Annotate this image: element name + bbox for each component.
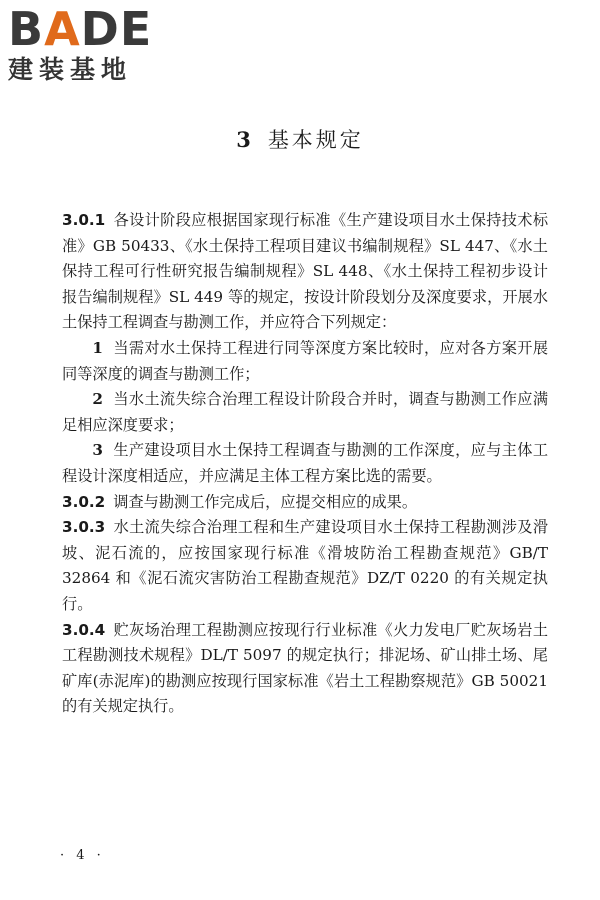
clause-3-0-4 xyxy=(62,618,548,720)
logo-chinese-text: 建装基地 xyxy=(8,55,133,84)
clause-text: 贮灰场治理工程勘测应按现行行业标准《火力发电厂贮灰场岩土工程勘测技术规程》DL/T 5097 的规定执行；排泥场、矿山排土场、尾矿库(赤泥库)的勘测应按现行国家标准《岩土工程勘察规范》GB 50021 的有关规定执行。 xyxy=(62,620,548,716)
clause-3-0-1 xyxy=(62,208,548,336)
item-number: 1 xyxy=(92,338,103,357)
item-text: 生产建设项目水土保持工程调查与勘测的工作深度，应与主体工程设计深度相适应，并应满足主体工程方案比选的需要。 xyxy=(62,441,548,485)
document-body xyxy=(62,208,548,720)
publisher-logo xyxy=(8,2,183,86)
list-item xyxy=(62,336,548,387)
clause-text: 水土流失综合治理工程和生产建设项目水土保持工程勘测涉及滑坡、泥石流的，应按国家现行标准《滑坡防治工程勘查规范》GB/T 32864 和《泥石流灾害防治工程勘查规范》DZ/T 0220 的有关规定执行。 xyxy=(62,518,548,613)
clause-3-0-2 xyxy=(62,490,548,516)
clause-number: 3.0.2 xyxy=(62,492,106,511)
chapter-title xyxy=(0,124,600,154)
logo-wordmark: BADE xyxy=(8,2,153,56)
item-text: 当需对水土保持工程进行同等深度方案比较时，应对各方案开展同等深度的调查与勘测工作； xyxy=(62,338,548,383)
clause-text: 调查与勘测工作完成后，应提交相应的成果。 xyxy=(113,492,417,511)
chapter-number: 3 xyxy=(236,127,254,152)
item-number: 3 xyxy=(92,441,103,460)
clause-number: 3.0.1 xyxy=(62,211,106,229)
item-number: 2 xyxy=(92,390,103,409)
chapter-heading: 基本规定 xyxy=(267,128,364,152)
item-text: 当水土流失综合治理工程设计阶段合并时，调查与勘测工作应满足相应深度要求； xyxy=(62,390,548,434)
clause-text: 各设计阶段应根据国家现行标准《生产建设项目水土保持技术标准》GB 50433、《水土保持工程项目建议书编制规程》SL 447、《水土保持工程可行性研究报告编制规程》SL 448、《水土保持工程初步设计报告编制规程》SL 449 等的规定，按设计阶段划分及深度要求，开展水土保持工程调查与勘测工作，并应符合下列规定： xyxy=(62,211,548,332)
clause-number: 3.0.4 xyxy=(62,620,106,639)
clause-3-0-3 xyxy=(62,515,548,617)
list-item xyxy=(62,387,548,438)
page-number: · 4 · xyxy=(60,848,105,863)
list-item xyxy=(62,438,548,489)
clause-number: 3.0.3 xyxy=(62,518,106,537)
